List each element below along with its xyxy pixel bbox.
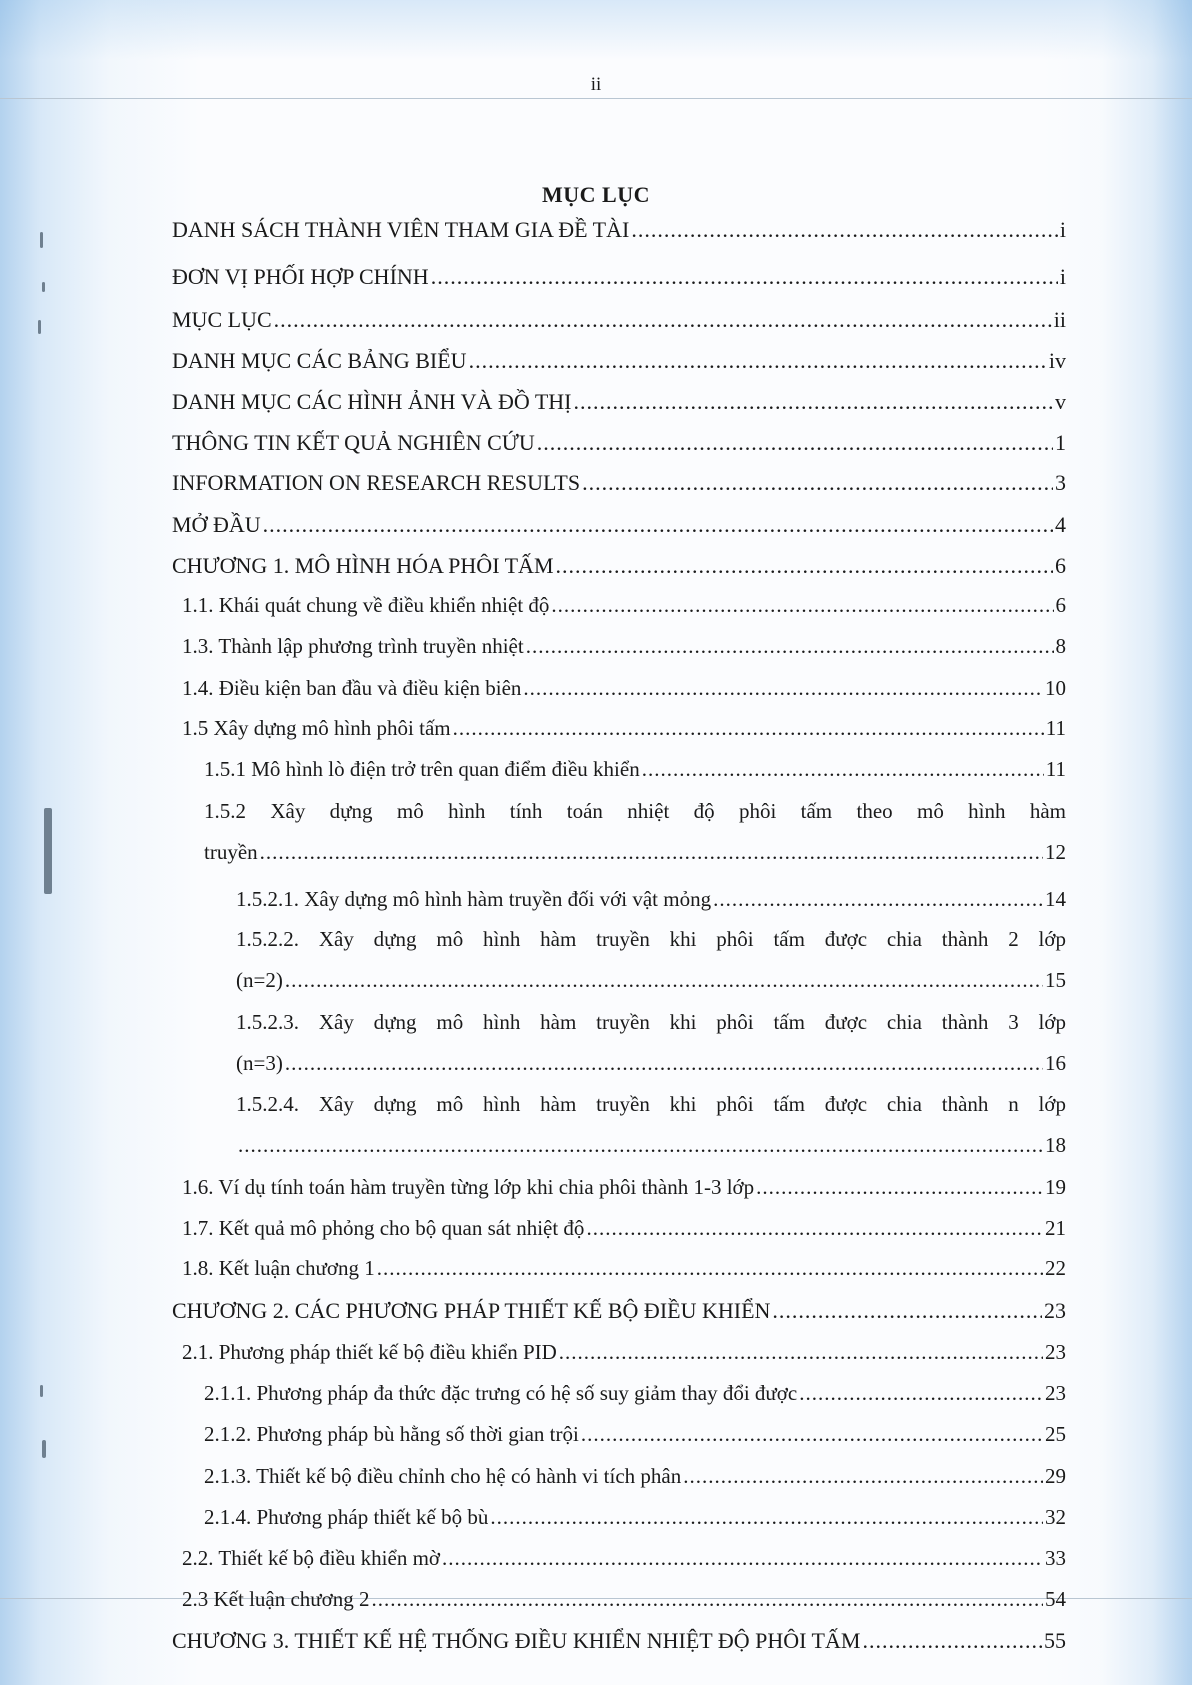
- toc-entry-page: 8: [1055, 634, 1066, 658]
- toc-entry-label: 1.7. Kết quả mô phỏng cho bộ quan sát nhiệt độ: [182, 1216, 585, 1240]
- toc-entry-label-continued: truyền: [204, 840, 258, 864]
- toc-entry[interactable]: [172, 512, 1066, 538]
- toc-entry-label: DANH SÁCH THÀNH VIÊN THAM GIA ĐỀ TÀI: [172, 217, 630, 242]
- toc-entry-page: 23: [1044, 1298, 1066, 1323]
- toc-entry-page: iv: [1048, 348, 1066, 373]
- toc-entry-label: 1.5.1 Mô hình lò điện trở trên quan điểm điều khiển: [204, 757, 640, 781]
- leader-dots: [772, 1298, 1042, 1324]
- toc-entry-page: 33: [1045, 1546, 1066, 1570]
- toc-entry-page: 11: [1045, 716, 1066, 740]
- toc-entry-label: 1.5.2.3. Xây dựng mô hình hàm truyền khi phôi tấm được chia thành 3 lớp: [236, 1010, 1066, 1034]
- toc-entry[interactable]: [204, 756, 1066, 782]
- toc-entry-page: 16: [1045, 1051, 1066, 1075]
- toc-entry[interactable]: [172, 307, 1066, 333]
- toc-entry[interactable]: [236, 926, 1066, 952]
- toc-entry-label: 2.2. Thiết kế bộ điều khiển mờ: [182, 1546, 441, 1570]
- leader-dots: [285, 1050, 1043, 1076]
- toc-entry[interactable]: [182, 715, 1066, 741]
- toc-entry-page: ii: [1053, 307, 1066, 332]
- leader-dots: [238, 1132, 1043, 1158]
- toc-entry[interactable]: [236, 1091, 1066, 1117]
- toc-entry-label: 2.1.1. Phương pháp đa thức đặc trưng có hệ số suy giảm thay đổi được: [204, 1381, 798, 1405]
- toc-entry-page: 55: [1044, 1628, 1066, 1653]
- leader-dots: [453, 715, 1044, 741]
- leader-dots: [523, 675, 1043, 701]
- header-rule: [0, 98, 1192, 99]
- toc-entry[interactable]: [182, 1174, 1066, 1200]
- toc-entry-label: 2.1.2. Phương pháp bù hằng số thời gian trội: [204, 1422, 579, 1446]
- leader-dots: [862, 1628, 1042, 1654]
- toc-entry[interactable]: [204, 798, 1066, 824]
- toc-entry-label: THÔNG TIN KẾT QUẢ NGHIÊN CỨU: [172, 430, 535, 455]
- toc-entry-label: 2.1.4. Phương pháp thiết kế bộ bù: [204, 1505, 489, 1529]
- leader-dots: [642, 756, 1044, 782]
- toc-entry-page: 21: [1045, 1216, 1066, 1240]
- leader-dots: [713, 886, 1043, 912]
- toc-entry-page: 3: [1055, 470, 1066, 495]
- leader-dots: [537, 430, 1053, 456]
- toc-entry-label: 2.3 Kết luận chương 2: [182, 1587, 370, 1611]
- toc-entry[interactable]: [172, 553, 1066, 579]
- toc-entry-page: 32: [1045, 1505, 1066, 1529]
- toc-entry-label: MỤC LỤC: [172, 307, 272, 332]
- toc-entry-label: 1.8. Kết luận chương 1: [182, 1256, 375, 1280]
- toc-entry[interactable]: [172, 264, 1066, 290]
- leader-dots: [274, 307, 1052, 333]
- toc-entry[interactable]: [172, 389, 1066, 415]
- leader-dots: [551, 592, 1053, 618]
- toc-entry[interactable]: [204, 1421, 1066, 1447]
- toc-entry-page: 22: [1045, 1256, 1066, 1280]
- page-title: MỤC LỤC: [542, 182, 650, 207]
- toc-entry-page: 19: [1045, 1175, 1066, 1199]
- toc-entry[interactable]: [182, 1586, 1066, 1612]
- toc-entry-label: 1.6. Ví dụ tính toán hàm truyền từng lớp khi chia phôi thành 1-3 lớp: [182, 1175, 755, 1199]
- toc-entry-label: DANH MỤC CÁC BẢNG BIỂU: [172, 348, 467, 373]
- toc-entry-label: 1.5.2 Xây dựng mô hình tính toán nhiệt độ phôi tấm theo mô hình hàm: [204, 799, 1066, 823]
- toc-entry-page: 12: [1045, 840, 1066, 864]
- toc-entry-label: 1.5.2.2. Xây dựng mô hình hàm truyền khi phôi tấm được chia thành 2 lớp: [236, 927, 1066, 951]
- leader-dots: [581, 1421, 1043, 1447]
- toc-entry-page: v: [1055, 389, 1066, 414]
- toc-entry[interactable]: [204, 1504, 1066, 1530]
- toc-entry-label: 1.5.2.1. Xây dựng mô hình hàm truyền đối với vật mỏng: [236, 887, 712, 911]
- toc-entry-page: 25: [1045, 1422, 1066, 1446]
- leader-dots: [559, 1339, 1043, 1365]
- toc-entry-label: INFORMATION ON RESEARCH RESULTS: [172, 470, 581, 495]
- toc-entry[interactable]: [182, 592, 1066, 618]
- leader-dots: [683, 1463, 1043, 1489]
- toc-entry[interactable]: [172, 1298, 1066, 1324]
- toc-entry[interactable]: [182, 1339, 1066, 1365]
- toc-entry-page: 18: [1045, 1133, 1066, 1157]
- toc-entry-continuation: [236, 1050, 1066, 1076]
- leader-dots: [442, 1545, 1043, 1571]
- toc-entry[interactable]: [172, 470, 1066, 496]
- toc-entry-page: 4: [1055, 512, 1066, 537]
- toc-entry-label: CHƯƠNG 2. CÁC PHƯƠNG PHÁP THIẾT KẾ BỘ ĐIỀU KHIỂN: [172, 1298, 771, 1323]
- toc-entry-label: 1.1. Khái quát chung về điều khiển nhiệt độ: [182, 593, 550, 617]
- leader-dots: [431, 264, 1058, 290]
- leader-dots: [799, 1380, 1043, 1406]
- toc-entry[interactable]: [172, 348, 1066, 374]
- toc-entry-label: 1.5 Xây dựng mô hình phôi tấm: [182, 716, 451, 740]
- toc-entry[interactable]: [204, 1380, 1066, 1406]
- toc-entry-page: i: [1059, 264, 1066, 289]
- toc-entry-page: 11: [1045, 757, 1066, 781]
- toc-entry-page: 29: [1045, 1464, 1066, 1488]
- toc-entry-label: MỞ ĐẦU: [172, 512, 261, 537]
- toc-entry[interactable]: [182, 633, 1066, 659]
- leader-dots: [377, 1255, 1043, 1281]
- toc-entry-label: 2.1. Phương pháp thiết kế bộ điều khiển PID: [182, 1340, 557, 1364]
- toc-entry-label: 1.3. Thành lập phương trình truyền nhiệt: [182, 634, 524, 658]
- leader-dots: [260, 839, 1043, 865]
- toc-entry-page: 15: [1045, 968, 1066, 992]
- leader-dots: [631, 217, 1058, 243]
- toc-entry[interactable]: [172, 217, 1066, 243]
- leader-dots: [372, 1586, 1043, 1612]
- toc-entry-page: 14: [1045, 887, 1066, 911]
- toc-entry-label-continued: (n=2): [236, 968, 283, 992]
- toc-entry-label: 2.1.3. Thiết kế bộ điều chỉnh cho hệ có hành vi tích phân: [204, 1464, 682, 1488]
- toc-entry-label: DANH MỤC CÁC HÌNH ẢNH VÀ ĐỒ THỊ: [172, 389, 572, 414]
- leader-dots: [582, 470, 1053, 496]
- toc-entry-label-continued: (n=3): [236, 1051, 283, 1075]
- toc-entry[interactable]: [204, 1463, 1066, 1489]
- leader-dots: [263, 512, 1053, 538]
- toc-entry-page: 23: [1045, 1381, 1066, 1405]
- leader-dots: [586, 1215, 1043, 1241]
- toc-entry[interactable]: [172, 1628, 1066, 1654]
- leader-dots: [490, 1504, 1043, 1530]
- leader-dots: [756, 1174, 1043, 1200]
- toc-entry-label: CHƯƠNG 1. MÔ HÌNH HÓA PHÔI TẤM: [172, 553, 554, 578]
- toc-entry-page: 54: [1045, 1587, 1066, 1611]
- toc-entry-label: CHƯƠNG 3. THIẾT KẾ HỆ THỐNG ĐIỀU KHIỂN NHIỆT ĐỘ PHÔI TẤM: [172, 1628, 861, 1653]
- toc-entry-label: 1.5.2.4. Xây dựng mô hình hàm truyền khi phôi tấm được chia thành n lớp: [236, 1092, 1066, 1116]
- leader-dots: [573, 389, 1053, 415]
- toc-entry-continuation: [236, 967, 1066, 993]
- toc-entry[interactable]: [236, 1009, 1066, 1035]
- toc-entry-page: 6: [1055, 553, 1066, 578]
- leader-dots: [526, 633, 1054, 659]
- leader-dots: [285, 967, 1043, 993]
- toc-entry-page: i: [1059, 217, 1066, 242]
- toc-entry-page: 6: [1055, 593, 1066, 617]
- toc-entry-page: 10: [1045, 676, 1066, 700]
- toc-entry-continuation: [236, 1132, 1066, 1158]
- toc-entry-page: 1: [1055, 430, 1066, 455]
- toc-entry[interactable]: [236, 886, 1066, 912]
- leader-dots: [469, 348, 1047, 374]
- leader-dots: [556, 553, 1053, 579]
- toc-entry[interactable]: [182, 1545, 1066, 1571]
- toc-entry[interactable]: [182, 1255, 1066, 1281]
- toc-entry[interactable]: [182, 675, 1066, 701]
- toc-entry-page: 23: [1045, 1340, 1066, 1364]
- toc-entry[interactable]: [182, 1215, 1066, 1241]
- toc-entry-label: 1.4. Điều kiện ban đầu và điều kiện biên: [182, 676, 522, 700]
- toc-entry-label: ĐƠN VỊ PHỐI HỢP CHÍNH: [172, 264, 429, 289]
- toc-entry-continuation: [204, 839, 1066, 865]
- toc-entry[interactable]: [172, 430, 1066, 456]
- page-number: ii: [590, 74, 602, 95]
